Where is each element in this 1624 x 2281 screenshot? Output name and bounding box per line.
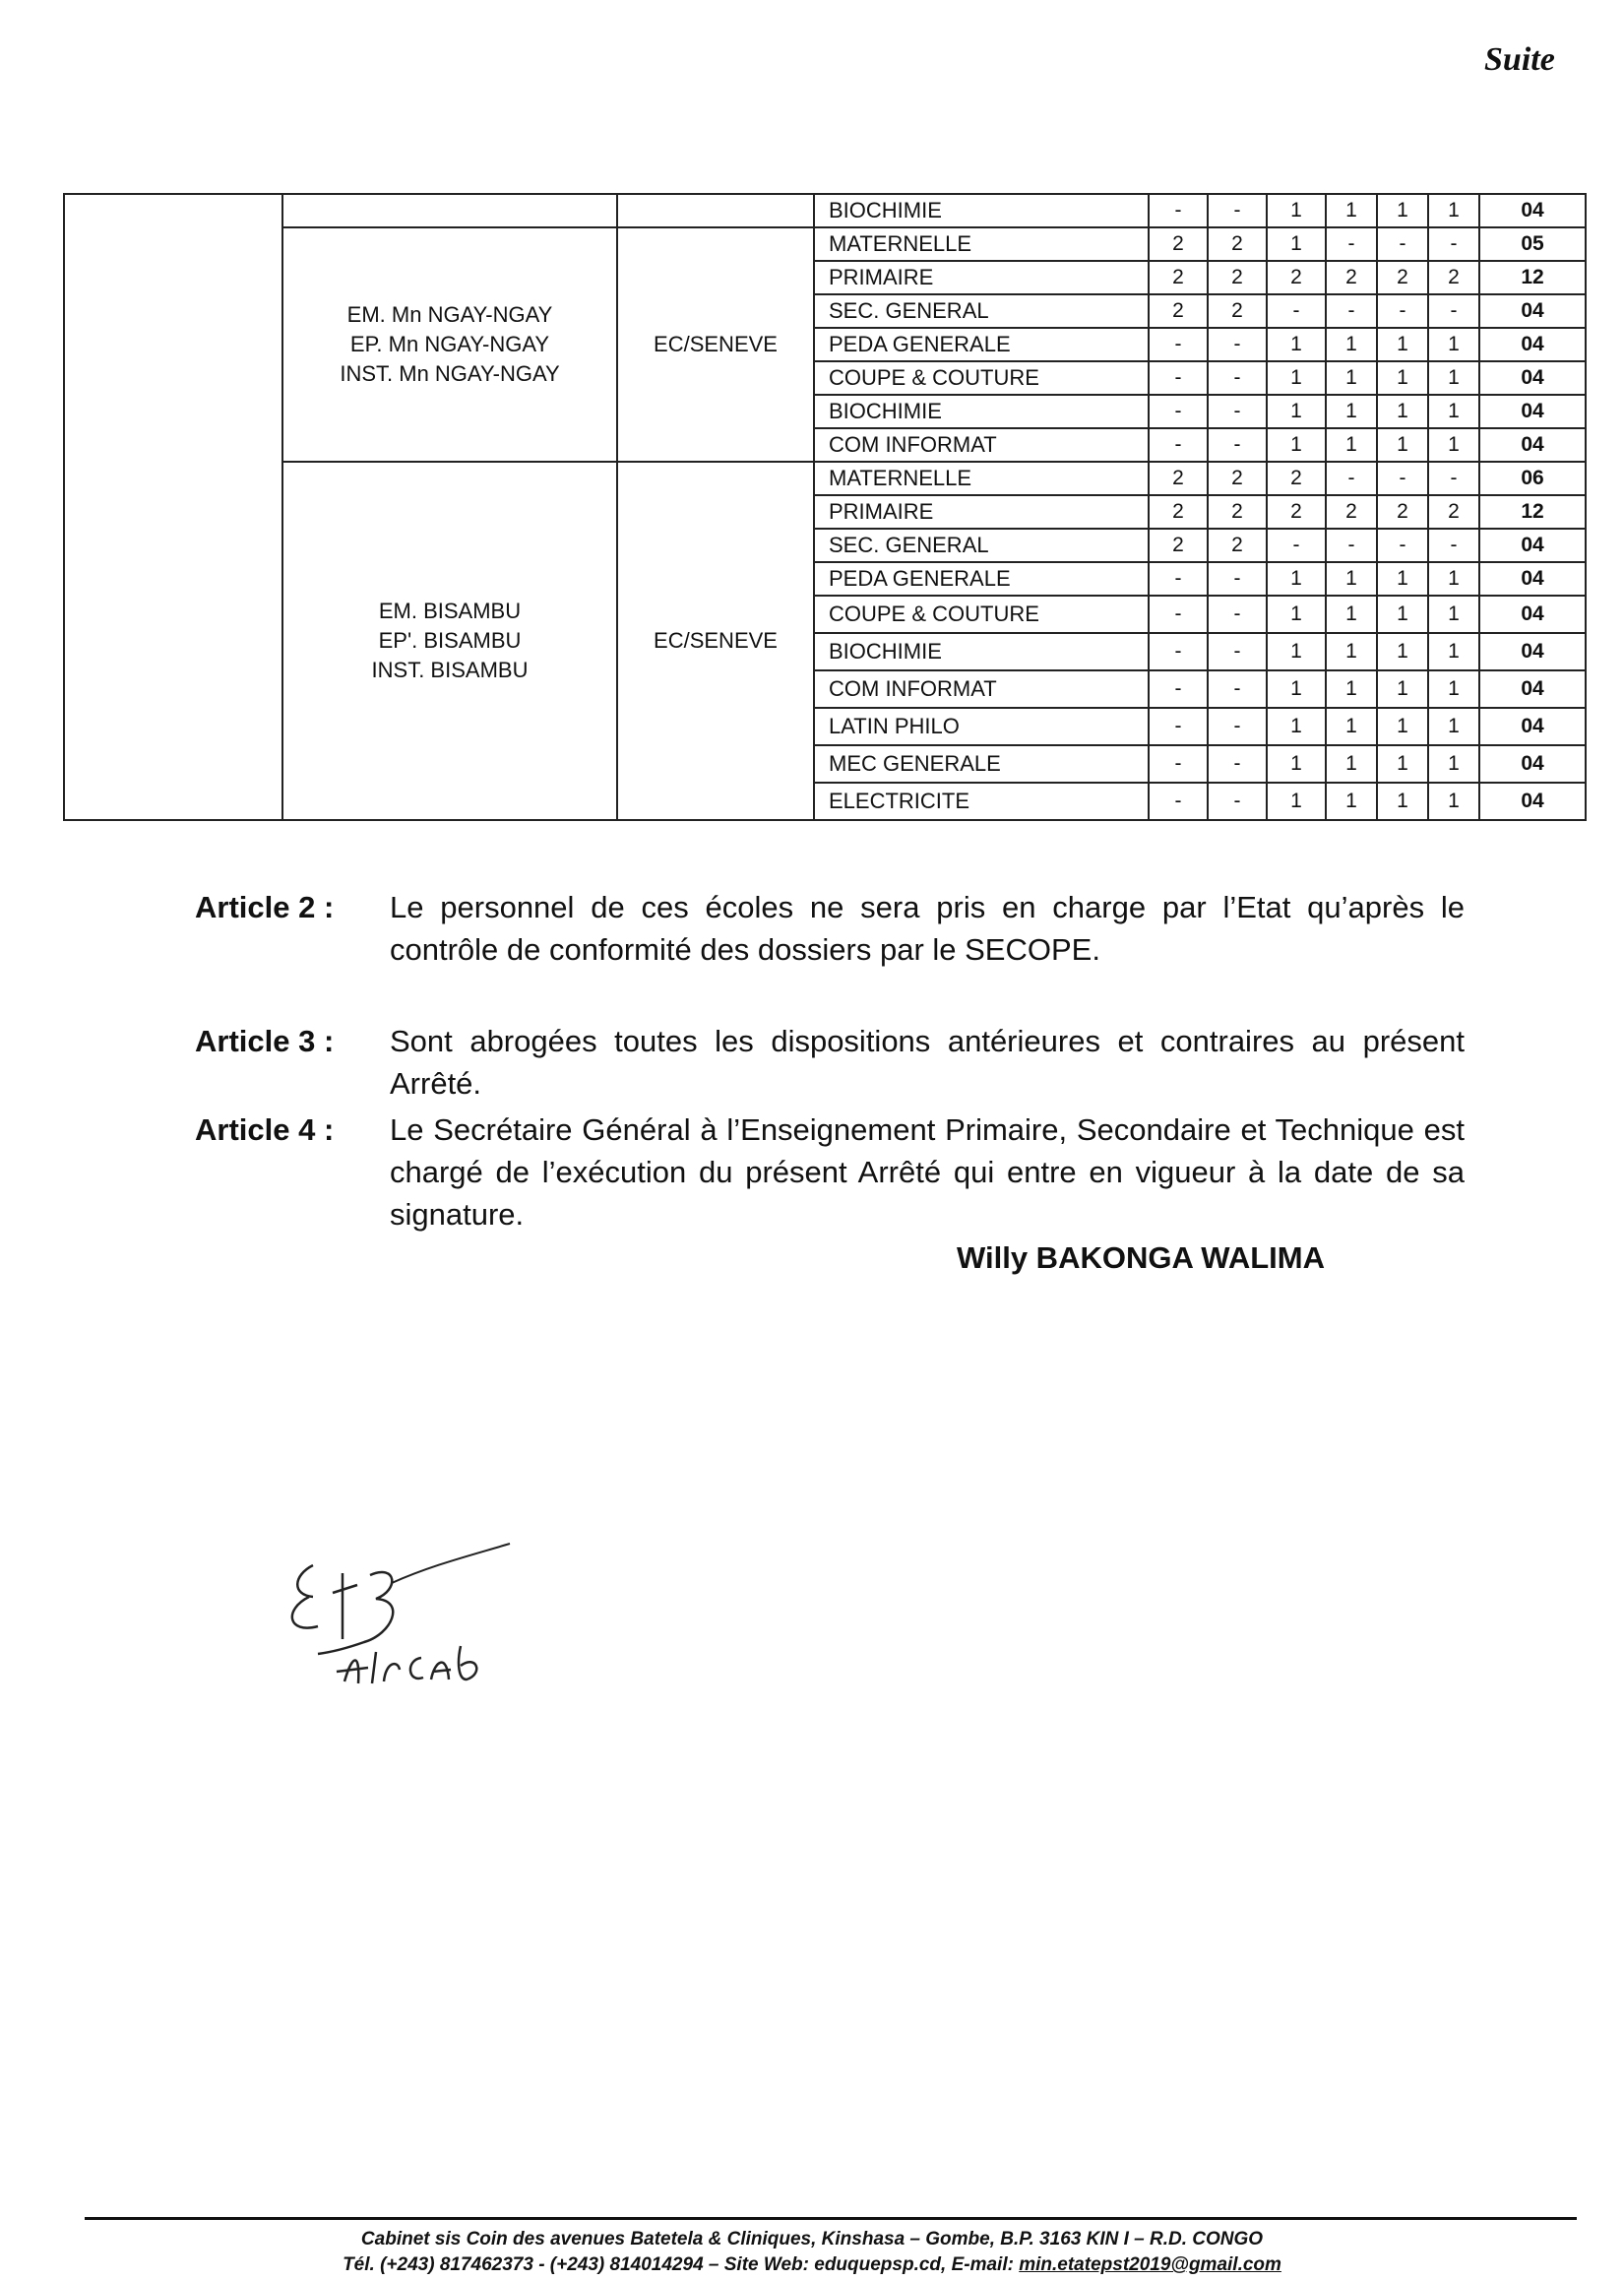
- value-cell: 1: [1267, 227, 1326, 261]
- value-cell: 1: [1326, 194, 1377, 227]
- value-cell: 2: [1149, 227, 1208, 261]
- value-cell: 2: [1208, 529, 1267, 562]
- value-cell: 1: [1377, 745, 1428, 783]
- value-cell: -: [1208, 633, 1267, 670]
- value-cell: -: [1149, 395, 1208, 428]
- value-cell: 2: [1208, 227, 1267, 261]
- total-cell: 04: [1479, 328, 1586, 361]
- school-name: INST. Mn NGAY-NGAY: [340, 361, 560, 386]
- value-cell: 2: [1377, 261, 1428, 294]
- value-cell: 1: [1267, 562, 1326, 596]
- value-cell: 1: [1326, 361, 1377, 395]
- value-cell: -: [1149, 194, 1208, 227]
- article-text: Sont abrogées toutes les dispositions antérieures et contraires au présent Arrêté.: [390, 1024, 1465, 1101]
- value-cell: -: [1267, 529, 1326, 562]
- article-label: Article 3 :: [195, 1024, 335, 1058]
- value-cell: -: [1377, 462, 1428, 495]
- value-cell: -: [1428, 529, 1479, 562]
- subject-cell: COUPE & COUTURE: [814, 596, 1149, 633]
- table-row: [64, 462, 1586, 495]
- value-cell: 1: [1428, 670, 1479, 708]
- value-cell: 1: [1428, 783, 1479, 820]
- footer-contact: [0, 2254, 1624, 2276]
- value-cell: -: [1149, 562, 1208, 596]
- value-cell: 1: [1428, 562, 1479, 596]
- value-cell: 1: [1377, 783, 1428, 820]
- value-cell: 1: [1267, 194, 1326, 227]
- value-cell: -: [1149, 708, 1208, 745]
- article-4: [195, 1109, 1465, 1236]
- value-cell: 1: [1267, 395, 1326, 428]
- total-cell: 04: [1479, 194, 1586, 227]
- value-cell: -: [1208, 361, 1267, 395]
- subject-cell: ELECTRICITE: [814, 783, 1149, 820]
- article-text: Le personnel de ces écoles ne sera pris en charge par l’Etat qu’après le contrôle de conformité des dossiers par le SECOPE.: [390, 890, 1465, 967]
- value-cell: 1: [1326, 395, 1377, 428]
- table-row: [64, 194, 1586, 227]
- school-name: INST. BISAMBU: [371, 658, 529, 682]
- subject-cell: PRIMAIRE: [814, 495, 1149, 529]
- value-cell: 2: [1208, 495, 1267, 529]
- value-cell: 2: [1208, 294, 1267, 328]
- value-cell: -: [1208, 596, 1267, 633]
- value-cell: 1: [1267, 783, 1326, 820]
- value-cell: 2: [1326, 495, 1377, 529]
- subject-cell: PEDA GENERALE: [814, 328, 1149, 361]
- value-cell: -: [1267, 294, 1326, 328]
- value-cell: -: [1149, 328, 1208, 361]
- value-cell: 1: [1326, 783, 1377, 820]
- total-cell: 04: [1479, 708, 1586, 745]
- value-cell: -: [1377, 529, 1428, 562]
- total-cell: 04: [1479, 529, 1586, 562]
- total-cell: 12: [1479, 495, 1586, 529]
- value-cell: -: [1428, 462, 1479, 495]
- footer-email-link[interactable]: min.etatepst2019@gmail.com: [1019, 2254, 1281, 2275]
- total-cell: 04: [1479, 596, 1586, 633]
- value-cell: 1: [1377, 361, 1428, 395]
- total-cell: 04: [1479, 361, 1586, 395]
- subject-cell: SEC. GENERAL: [814, 294, 1149, 328]
- value-cell: 2: [1267, 261, 1326, 294]
- footer-phone-site: Tél. (+243) 817462373 - (+243) 814014294 – Site Web: eduquepsp.cd, E-mail:: [343, 2254, 1020, 2275]
- total-cell: 04: [1479, 562, 1586, 596]
- school-cell-empty: [282, 194, 617, 227]
- handwritten-signature: [274, 1536, 539, 1713]
- value-cell: 1: [1267, 708, 1326, 745]
- school-name: EM. BISAMBU: [378, 599, 522, 623]
- value-cell: 2: [1267, 495, 1326, 529]
- value-cell: -: [1208, 670, 1267, 708]
- value-cell: 2: [1149, 462, 1208, 495]
- total-cell: 04: [1479, 395, 1586, 428]
- value-cell: 1: [1428, 708, 1479, 745]
- value-cell: 1: [1377, 633, 1428, 670]
- regime-cell: EC/SENEVE: [617, 227, 814, 462]
- table-row: [64, 227, 1586, 261]
- value-cell: 1: [1326, 596, 1377, 633]
- value-cell: 2: [1149, 529, 1208, 562]
- article-text: Le Secrétaire Général à l’Enseignement Primaire, Secondaire et Technique est chargé de l’exécution du présent Arrêté qui entre en vigueur à la date de sa signature.: [390, 1112, 1465, 1232]
- value-cell: -: [1149, 361, 1208, 395]
- value-cell: -: [1428, 227, 1479, 261]
- school-names-cell: [282, 462, 617, 820]
- value-cell: 1: [1267, 633, 1326, 670]
- total-cell: 12: [1479, 261, 1586, 294]
- value-cell: 2: [1428, 261, 1479, 294]
- footer-address: Cabinet sis Coin des avenues Batetela & Cliniques, Kinshasa – Gombe, B.P. 3163 KIN I – R.D. CONGO: [360, 2229, 1264, 2249]
- value-cell: 2: [1267, 462, 1326, 495]
- value-cell: -: [1428, 294, 1479, 328]
- value-cell: 2: [1208, 261, 1267, 294]
- value-cell: 1: [1377, 670, 1428, 708]
- blank-column: [64, 194, 282, 820]
- value-cell: -: [1208, 328, 1267, 361]
- total-cell: 04: [1479, 783, 1586, 820]
- value-cell: -: [1326, 294, 1377, 328]
- value-cell: -: [1149, 633, 1208, 670]
- value-cell: 1: [1267, 361, 1326, 395]
- school-name: EP. Mn NGAY-NGAY: [349, 332, 550, 356]
- value-cell: -: [1149, 745, 1208, 783]
- subject-cell: SEC. GENERAL: [814, 529, 1149, 562]
- value-cell: 1: [1267, 328, 1326, 361]
- total-cell: 04: [1479, 745, 1586, 783]
- value-cell: 1: [1326, 562, 1377, 596]
- value-cell: 1: [1326, 633, 1377, 670]
- article-label: Article 2 :: [195, 890, 335, 924]
- subject-cell: PEDA GENERALE: [814, 562, 1149, 596]
- value-cell: 2: [1149, 294, 1208, 328]
- value-cell: -: [1208, 194, 1267, 227]
- value-cell: -: [1149, 428, 1208, 462]
- school-names-cell: [282, 227, 617, 462]
- value-cell: 1: [1377, 328, 1428, 361]
- subject-cell: PRIMAIRE: [814, 261, 1149, 294]
- school-name: EM. Mn NGAY-NGAY: [346, 302, 553, 327]
- value-cell: 1: [1428, 395, 1479, 428]
- total-cell: 04: [1479, 428, 1586, 462]
- value-cell: -: [1377, 227, 1428, 261]
- value-cell: -: [1208, 562, 1267, 596]
- subject-cell: MATERNELLE: [814, 462, 1149, 495]
- value-cell: -: [1208, 428, 1267, 462]
- value-cell: 1: [1428, 361, 1479, 395]
- total-cell: 06: [1479, 462, 1586, 495]
- subject-cell: BIOCHIMIE: [814, 395, 1149, 428]
- value-cell: 1: [1377, 596, 1428, 633]
- value-cell: 1: [1377, 428, 1428, 462]
- value-cell: 1: [1428, 328, 1479, 361]
- value-cell: -: [1326, 462, 1377, 495]
- footer-divider: [85, 2217, 1577, 2220]
- value-cell: 1: [1428, 428, 1479, 462]
- subject-cell: BIOCHIMIE: [814, 633, 1149, 670]
- value-cell: 2: [1149, 495, 1208, 529]
- value-cell: 1: [1428, 194, 1479, 227]
- table-body: [64, 194, 1586, 820]
- schools-table: [63, 193, 1587, 821]
- value-cell: 1: [1377, 395, 1428, 428]
- value-cell: -: [1208, 783, 1267, 820]
- value-cell: 1: [1428, 596, 1479, 633]
- value-cell: 2: [1377, 495, 1428, 529]
- subject-cell: COM INFORMAT: [814, 670, 1149, 708]
- value-cell: -: [1326, 227, 1377, 261]
- subject-cell: MATERNELLE: [814, 227, 1149, 261]
- regime-cell-empty: [617, 194, 814, 227]
- value-cell: 1: [1267, 428, 1326, 462]
- value-cell: 1: [1326, 328, 1377, 361]
- value-cell: 2: [1428, 495, 1479, 529]
- subject-cell: BIOCHIMIE: [814, 194, 1149, 227]
- value-cell: 2: [1208, 462, 1267, 495]
- regime-cell: EC/SENEVE: [617, 462, 814, 820]
- school-name: EP'. BISAMBU: [378, 628, 522, 653]
- article-2: [195, 886, 1465, 971]
- article-label: Article 4 :: [195, 1112, 335, 1147]
- value-cell: -: [1149, 783, 1208, 820]
- subject-cell: COM INFORMAT: [814, 428, 1149, 462]
- subject-cell: MEC GENERALE: [814, 745, 1149, 783]
- value-cell: -: [1326, 529, 1377, 562]
- value-cell: 1: [1428, 745, 1479, 783]
- total-cell: 04: [1479, 670, 1586, 708]
- value-cell: 1: [1267, 670, 1326, 708]
- signer-name: Willy BAKONGA WALIMA: [957, 1240, 1325, 1275]
- value-cell: -: [1208, 395, 1267, 428]
- suite-label: Suite: [1484, 41, 1555, 78]
- value-cell: 1: [1326, 708, 1377, 745]
- value-cell: 1: [1377, 194, 1428, 227]
- article-3: [195, 1020, 1465, 1105]
- value-cell: -: [1149, 596, 1208, 633]
- value-cell: 1: [1377, 562, 1428, 596]
- value-cell: 1: [1428, 633, 1479, 670]
- value-cell: 2: [1149, 261, 1208, 294]
- value-cell: 1: [1377, 708, 1428, 745]
- value-cell: 1: [1326, 428, 1377, 462]
- total-cell: 04: [1479, 294, 1586, 328]
- total-cell: 04: [1479, 633, 1586, 670]
- value-cell: -: [1377, 294, 1428, 328]
- value-cell: -: [1208, 708, 1267, 745]
- value-cell: -: [1149, 670, 1208, 708]
- value-cell: 1: [1326, 670, 1377, 708]
- total-cell: 05: [1479, 227, 1586, 261]
- subject-cell: LATIN PHILO: [814, 708, 1149, 745]
- value-cell: -: [1208, 745, 1267, 783]
- value-cell: 1: [1267, 745, 1326, 783]
- subject-cell: COUPE & COUTURE: [814, 361, 1149, 395]
- value-cell: 2: [1326, 261, 1377, 294]
- value-cell: 1: [1267, 596, 1326, 633]
- value-cell: 1: [1326, 745, 1377, 783]
